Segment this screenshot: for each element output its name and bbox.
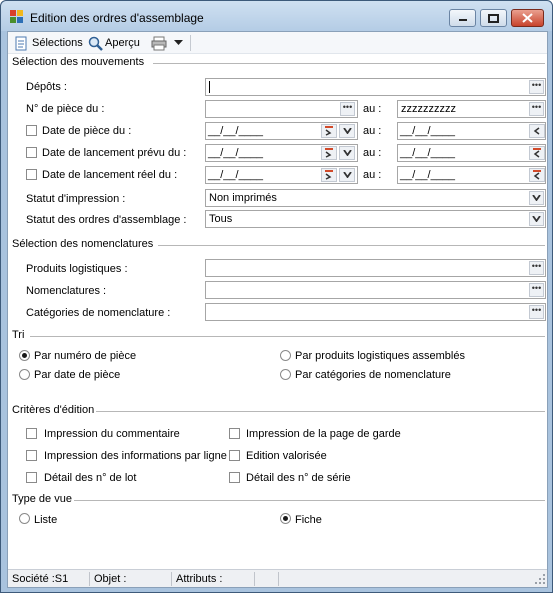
range-icon bbox=[532, 148, 542, 158]
piece-to-browse-button[interactable]: ••• bbox=[529, 102, 544, 116]
date-lancement-reel-au-label: au : bbox=[363, 169, 382, 181]
toolbar bbox=[8, 32, 547, 54]
statut-ordres-label: Statut des ordres d'assemblage : bbox=[26, 214, 187, 226]
section-criteres-title: Critères d'édition bbox=[12, 404, 95, 416]
divider bbox=[158, 245, 545, 246]
chevron-down-icon bbox=[343, 150, 352, 156]
selections-label: Sélections bbox=[32, 37, 83, 49]
informations-ligne-label: Impression des informations par ligne bbox=[44, 450, 227, 462]
range-icon bbox=[532, 126, 542, 136]
date-lancement-reel-from-dropdown[interactable] bbox=[339, 168, 355, 182]
print-button[interactable] bbox=[151, 35, 167, 51]
nomenclatures-field[interactable] bbox=[205, 281, 546, 299]
piece-to-field[interactable]: zzzzzzzzzz bbox=[397, 100, 546, 118]
divider bbox=[74, 500, 545, 501]
statut-ordres-value: Tous bbox=[209, 213, 233, 225]
vue-liste-radio[interactable] bbox=[19, 513, 30, 524]
window-title: Edition des ordres d'assemblage bbox=[30, 11, 204, 25]
detail-lot-checkbox[interactable] bbox=[26, 472, 37, 483]
print-dropdown[interactable] bbox=[174, 35, 183, 51]
date-lancement-prevu-from-dropdown[interactable] bbox=[339, 146, 355, 160]
divider bbox=[30, 336, 545, 337]
section-vue-title: Type de vue bbox=[12, 493, 72, 505]
date-piece-au-label: au : bbox=[363, 125, 382, 137]
detail-serie-checkbox[interactable] bbox=[229, 472, 240, 483]
commentaire-checkbox[interactable] bbox=[26, 428, 37, 439]
tri-date-label: Par date de pièce bbox=[34, 369, 121, 381]
chevron-down-icon bbox=[343, 128, 352, 134]
selections-button[interactable] bbox=[14, 35, 83, 51]
date-lancement-reel-to-range-button[interactable] bbox=[529, 168, 545, 182]
piece-from-field[interactable] bbox=[205, 100, 358, 118]
section-mouvements-title: Sélection des mouvements bbox=[12, 56, 145, 68]
date-lancement-reel-to-field[interactable]: __/__/____ bbox=[397, 166, 546, 184]
date-lancement-prevu-from-field[interactable]: __/__/____ bbox=[205, 144, 358, 162]
nomenclatures-browse-button[interactable]: ••• bbox=[529, 283, 544, 297]
minimize-icon bbox=[458, 14, 468, 22]
date-piece-from-field[interactable]: __/__/____ bbox=[205, 122, 358, 140]
divider bbox=[96, 411, 545, 412]
printer-icon bbox=[151, 36, 167, 51]
commentaire-label: Impression du commentaire bbox=[44, 428, 180, 440]
piece-label: N° de pièce du : bbox=[26, 103, 105, 115]
chevron-down-icon bbox=[343, 172, 352, 178]
close-button[interactable] bbox=[511, 9, 544, 27]
produits-label: Produits logistiques : bbox=[26, 263, 128, 275]
title-bar[interactable] bbox=[1, 1, 552, 31]
close-icon bbox=[522, 13, 533, 23]
informations-ligne-checkbox[interactable] bbox=[26, 450, 37, 461]
app-icon bbox=[10, 10, 24, 24]
range-icon bbox=[532, 170, 542, 180]
edition-valorisee-checkbox[interactable] bbox=[229, 450, 240, 461]
date-piece-from-dropdown[interactable] bbox=[339, 124, 355, 138]
date-piece-to-field[interactable]: __/__/____ bbox=[397, 122, 546, 140]
section-nomenclatures-title: Sélection des nomenclatures bbox=[12, 238, 154, 250]
minimize-button[interactable] bbox=[449, 9, 476, 27]
date-lancement-prevu-checkbox[interactable] bbox=[26, 147, 37, 158]
status-objet: Objet : bbox=[90, 572, 172, 586]
nomenclatures-label: Nomenclatures : bbox=[26, 285, 107, 297]
status-societe: Société :S1 bbox=[8, 572, 90, 586]
date-lancement-reel-checkbox[interactable] bbox=[26, 169, 37, 180]
document-icon bbox=[14, 36, 28, 51]
maximize-icon bbox=[488, 14, 499, 23]
date-lancement-prevu-au-label: au : bbox=[363, 147, 382, 159]
tri-categories-radio[interactable] bbox=[280, 369, 291, 380]
detail-serie-label: Détail des n° de série bbox=[246, 472, 351, 484]
range-icon bbox=[324, 148, 334, 158]
status-attributs: Attributs : bbox=[172, 572, 255, 586]
tri-numero-label: Par numéro de pièce bbox=[34, 350, 137, 362]
date-lancement-prevu-to-field[interactable]: __/__/____ bbox=[397, 144, 546, 162]
produits-field[interactable] bbox=[205, 259, 546, 277]
vue-fiche-radio[interactable] bbox=[280, 513, 291, 524]
piece-au-label: au : bbox=[363, 103, 382, 115]
detail-lot-label: Détail des n° de lot bbox=[44, 472, 137, 484]
piece-from-browse-button[interactable]: ••• bbox=[340, 102, 355, 116]
date-lancement-prevu-label: Date de lancement prévu du : bbox=[42, 147, 187, 159]
date-lancement-reel-from-field[interactable]: __/__/____ bbox=[205, 166, 358, 184]
date-lancement-prevu-from-range-button[interactable] bbox=[321, 146, 337, 160]
divider bbox=[153, 63, 545, 64]
apercu-button[interactable] bbox=[88, 35, 140, 51]
statut-impression-value: Non imprimés bbox=[209, 192, 277, 204]
tri-produits-label: Par produits logistiques assemblés bbox=[295, 350, 465, 362]
chevron-down-icon bbox=[529, 191, 544, 205]
status-bar bbox=[8, 569, 547, 587]
depots-label: Dépôts : bbox=[26, 81, 67, 93]
statut-impression-label: Statut d'impression : bbox=[26, 193, 126, 205]
date-piece-label: Date de pièce du : bbox=[42, 125, 132, 137]
toolbar-separator bbox=[190, 35, 191, 51]
range-icon bbox=[324, 126, 334, 136]
date-lancement-reel-from-range-button[interactable] bbox=[321, 168, 337, 182]
date-piece-from-range-button[interactable] bbox=[321, 124, 337, 138]
tri-numero-radio[interactable] bbox=[19, 350, 30, 361]
produits-browse-button[interactable]: ••• bbox=[529, 261, 544, 275]
resize-grip-icon[interactable] bbox=[535, 574, 545, 587]
magnifier-icon bbox=[88, 36, 103, 51]
main-panel bbox=[7, 31, 548, 588]
page-garde-label: Impression de la page de garde bbox=[246, 428, 401, 440]
depots-field[interactable] bbox=[205, 78, 546, 96]
date-piece-checkbox[interactable] bbox=[26, 125, 37, 136]
status-empty-cell bbox=[255, 572, 279, 586]
depots-browse-button[interactable]: ••• bbox=[529, 80, 544, 94]
vue-fiche-label: Fiche bbox=[295, 514, 322, 526]
apercu-label: Aperçu bbox=[105, 37, 140, 49]
page-garde-checkbox[interactable] bbox=[229, 428, 240, 439]
range-icon bbox=[324, 170, 334, 180]
date-lancement-prevu-to-range-button[interactable] bbox=[529, 146, 545, 160]
categories-label: Catégories de nomenclature : bbox=[26, 307, 171, 319]
date-piece-to-range-button[interactable] bbox=[529, 124, 545, 138]
edition-valorisee-label: Edition valorisée bbox=[246, 450, 327, 462]
date-lancement-reel-label: Date de lancement réel du : bbox=[42, 169, 178, 181]
statut-ordres-select[interactable] bbox=[205, 210, 546, 228]
tri-produits-radio[interactable] bbox=[280, 350, 291, 361]
categories-field[interactable] bbox=[205, 303, 546, 321]
categories-browse-button[interactable]: ••• bbox=[529, 305, 544, 319]
tri-categories-label: Par catégories de nomenclature bbox=[295, 369, 451, 381]
section-tri-title: Tri bbox=[12, 329, 25, 341]
tri-date-radio[interactable] bbox=[19, 369, 30, 380]
chevron-down-icon bbox=[174, 40, 183, 46]
vue-liste-label: Liste bbox=[34, 514, 58, 526]
chevron-down-icon bbox=[529, 212, 544, 226]
maximize-button[interactable] bbox=[480, 9, 507, 27]
statut-impression-select[interactable] bbox=[205, 189, 546, 207]
